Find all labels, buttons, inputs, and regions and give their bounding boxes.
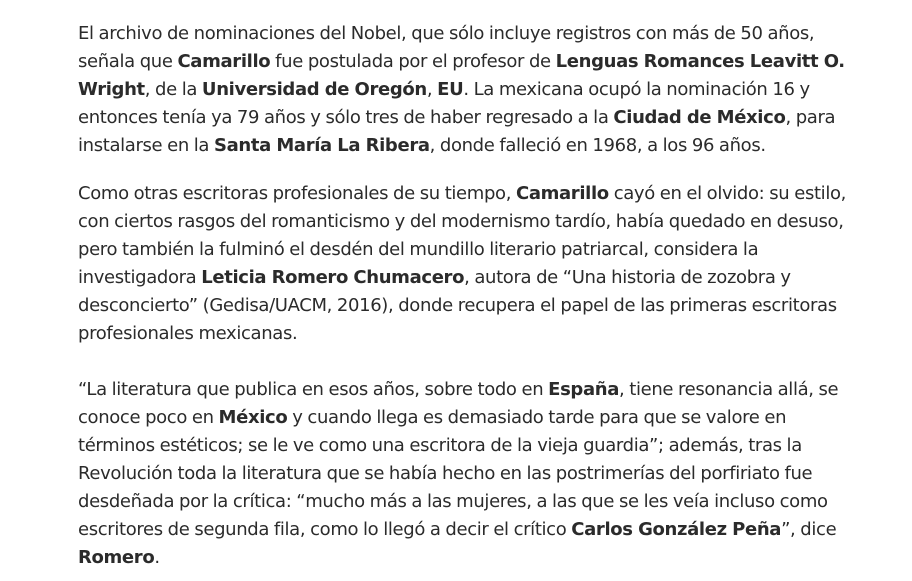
text-line bbox=[78, 20, 838, 48]
text-run: profesionales mexicanas. bbox=[78, 323, 298, 344]
bold-text-run: Carlos González Peña bbox=[571, 519, 782, 540]
text-line bbox=[78, 460, 838, 488]
text-run: , para bbox=[785, 107, 836, 128]
text-line bbox=[78, 48, 845, 76]
text-line bbox=[78, 292, 838, 320]
bold-text-run: Camarillo bbox=[515, 183, 609, 204]
text-run: con ciertos rasgos del romanticismo y del modernismo tardío, había quedado en desuso, bbox=[78, 211, 844, 232]
text-run: Revolución toda la literatura que se había hecho en las postrimerías del porfiriato fue bbox=[78, 463, 813, 484]
text-line bbox=[78, 208, 844, 236]
text-run: . bbox=[154, 547, 160, 568]
bold-text-run: Universidad de Oregón bbox=[201, 79, 427, 100]
text-line bbox=[78, 76, 838, 104]
bold-text-run: EU bbox=[437, 79, 464, 100]
text-run: cayó en el olvido: su estilo, bbox=[608, 183, 847, 204]
text-run: ”, dice bbox=[781, 519, 837, 540]
bold-text-run: Santa María La Ribera bbox=[214, 135, 430, 156]
text-line bbox=[78, 544, 838, 572]
text-run: entonces tenía ya 79 años y sólo tres de haber regresado a la bbox=[78, 107, 614, 128]
bold-text-run: México bbox=[218, 407, 288, 428]
text-run: investigadora bbox=[78, 267, 202, 288]
text-run: “La literatura que publica en esos años, sobre todo en bbox=[78, 379, 549, 400]
bold-text-run: Leticia Romero Chumacero bbox=[201, 267, 465, 288]
text-run: conoce poco en bbox=[78, 407, 219, 428]
text-line bbox=[78, 376, 838, 404]
text-line bbox=[78, 320, 838, 348]
text-run: términos estéticos; se le ve como una escritora de la vieja guardia”; además, tras la bbox=[78, 435, 802, 456]
text-run: El archivo de nominaciones del Nobel, que sólo incluye registros con más de 50 años, bbox=[78, 23, 815, 44]
text-run: escritores de segunda fila, como lo llegó a decir el crítico bbox=[78, 519, 572, 540]
text-line bbox=[78, 404, 838, 432]
bold-text-run: Wright bbox=[78, 79, 145, 100]
article-body bbox=[78, 20, 847, 572]
bold-text-run: Lenguas Romances Leavitt O. bbox=[555, 51, 845, 72]
text-run: , de la bbox=[144, 79, 202, 100]
bold-text-run: Romero bbox=[78, 547, 155, 568]
text-line bbox=[78, 488, 838, 516]
text-line bbox=[78, 264, 838, 292]
text-run: , donde falleció en 1968, a los 96 años. bbox=[429, 135, 766, 156]
text-run: y cuando llega es demasiado tarde para que se valore en bbox=[287, 407, 787, 428]
text-line bbox=[78, 104, 838, 132]
paragraph-romero-quote bbox=[78, 376, 838, 572]
text-run: instalarse en la bbox=[78, 135, 214, 156]
text-run: , tiene resonancia allá, se bbox=[619, 379, 839, 400]
text-line bbox=[78, 432, 838, 460]
text-run: desconcierto” (Gedisa/UACM, 2016), donde recupera el papel de las primeras escritoras bbox=[78, 295, 837, 316]
text-line bbox=[78, 236, 838, 264]
text-run: Como otras escritoras profesionales de su tiempo, bbox=[78, 183, 516, 204]
text-line bbox=[78, 180, 847, 208]
bold-text-run: Camarillo bbox=[177, 51, 271, 72]
text-run: , autora de “Una historia de zozobra y bbox=[464, 267, 791, 288]
paragraph-forgotten-writer bbox=[78, 180, 847, 348]
text-line bbox=[78, 516, 838, 544]
text-run: pero también la fulminó el desdén del mundillo literario patriarcal, considera la bbox=[78, 239, 759, 260]
text-run: desdeñada por la crítica: “mucho más a las mujeres, a las que se les veía incluso como bbox=[78, 491, 828, 512]
paragraph-nobel-nomination bbox=[78, 20, 845, 160]
bold-text-run: España bbox=[548, 379, 620, 400]
text-run: señala que bbox=[78, 51, 178, 72]
bold-text-run: Ciudad de México bbox=[613, 107, 786, 128]
text-run: , bbox=[426, 79, 438, 100]
text-run: . La mexicana ocupó la nominación 16 y bbox=[463, 79, 810, 100]
text-run: fue postulada por el profesor de bbox=[270, 51, 556, 72]
text-line bbox=[78, 132, 838, 160]
